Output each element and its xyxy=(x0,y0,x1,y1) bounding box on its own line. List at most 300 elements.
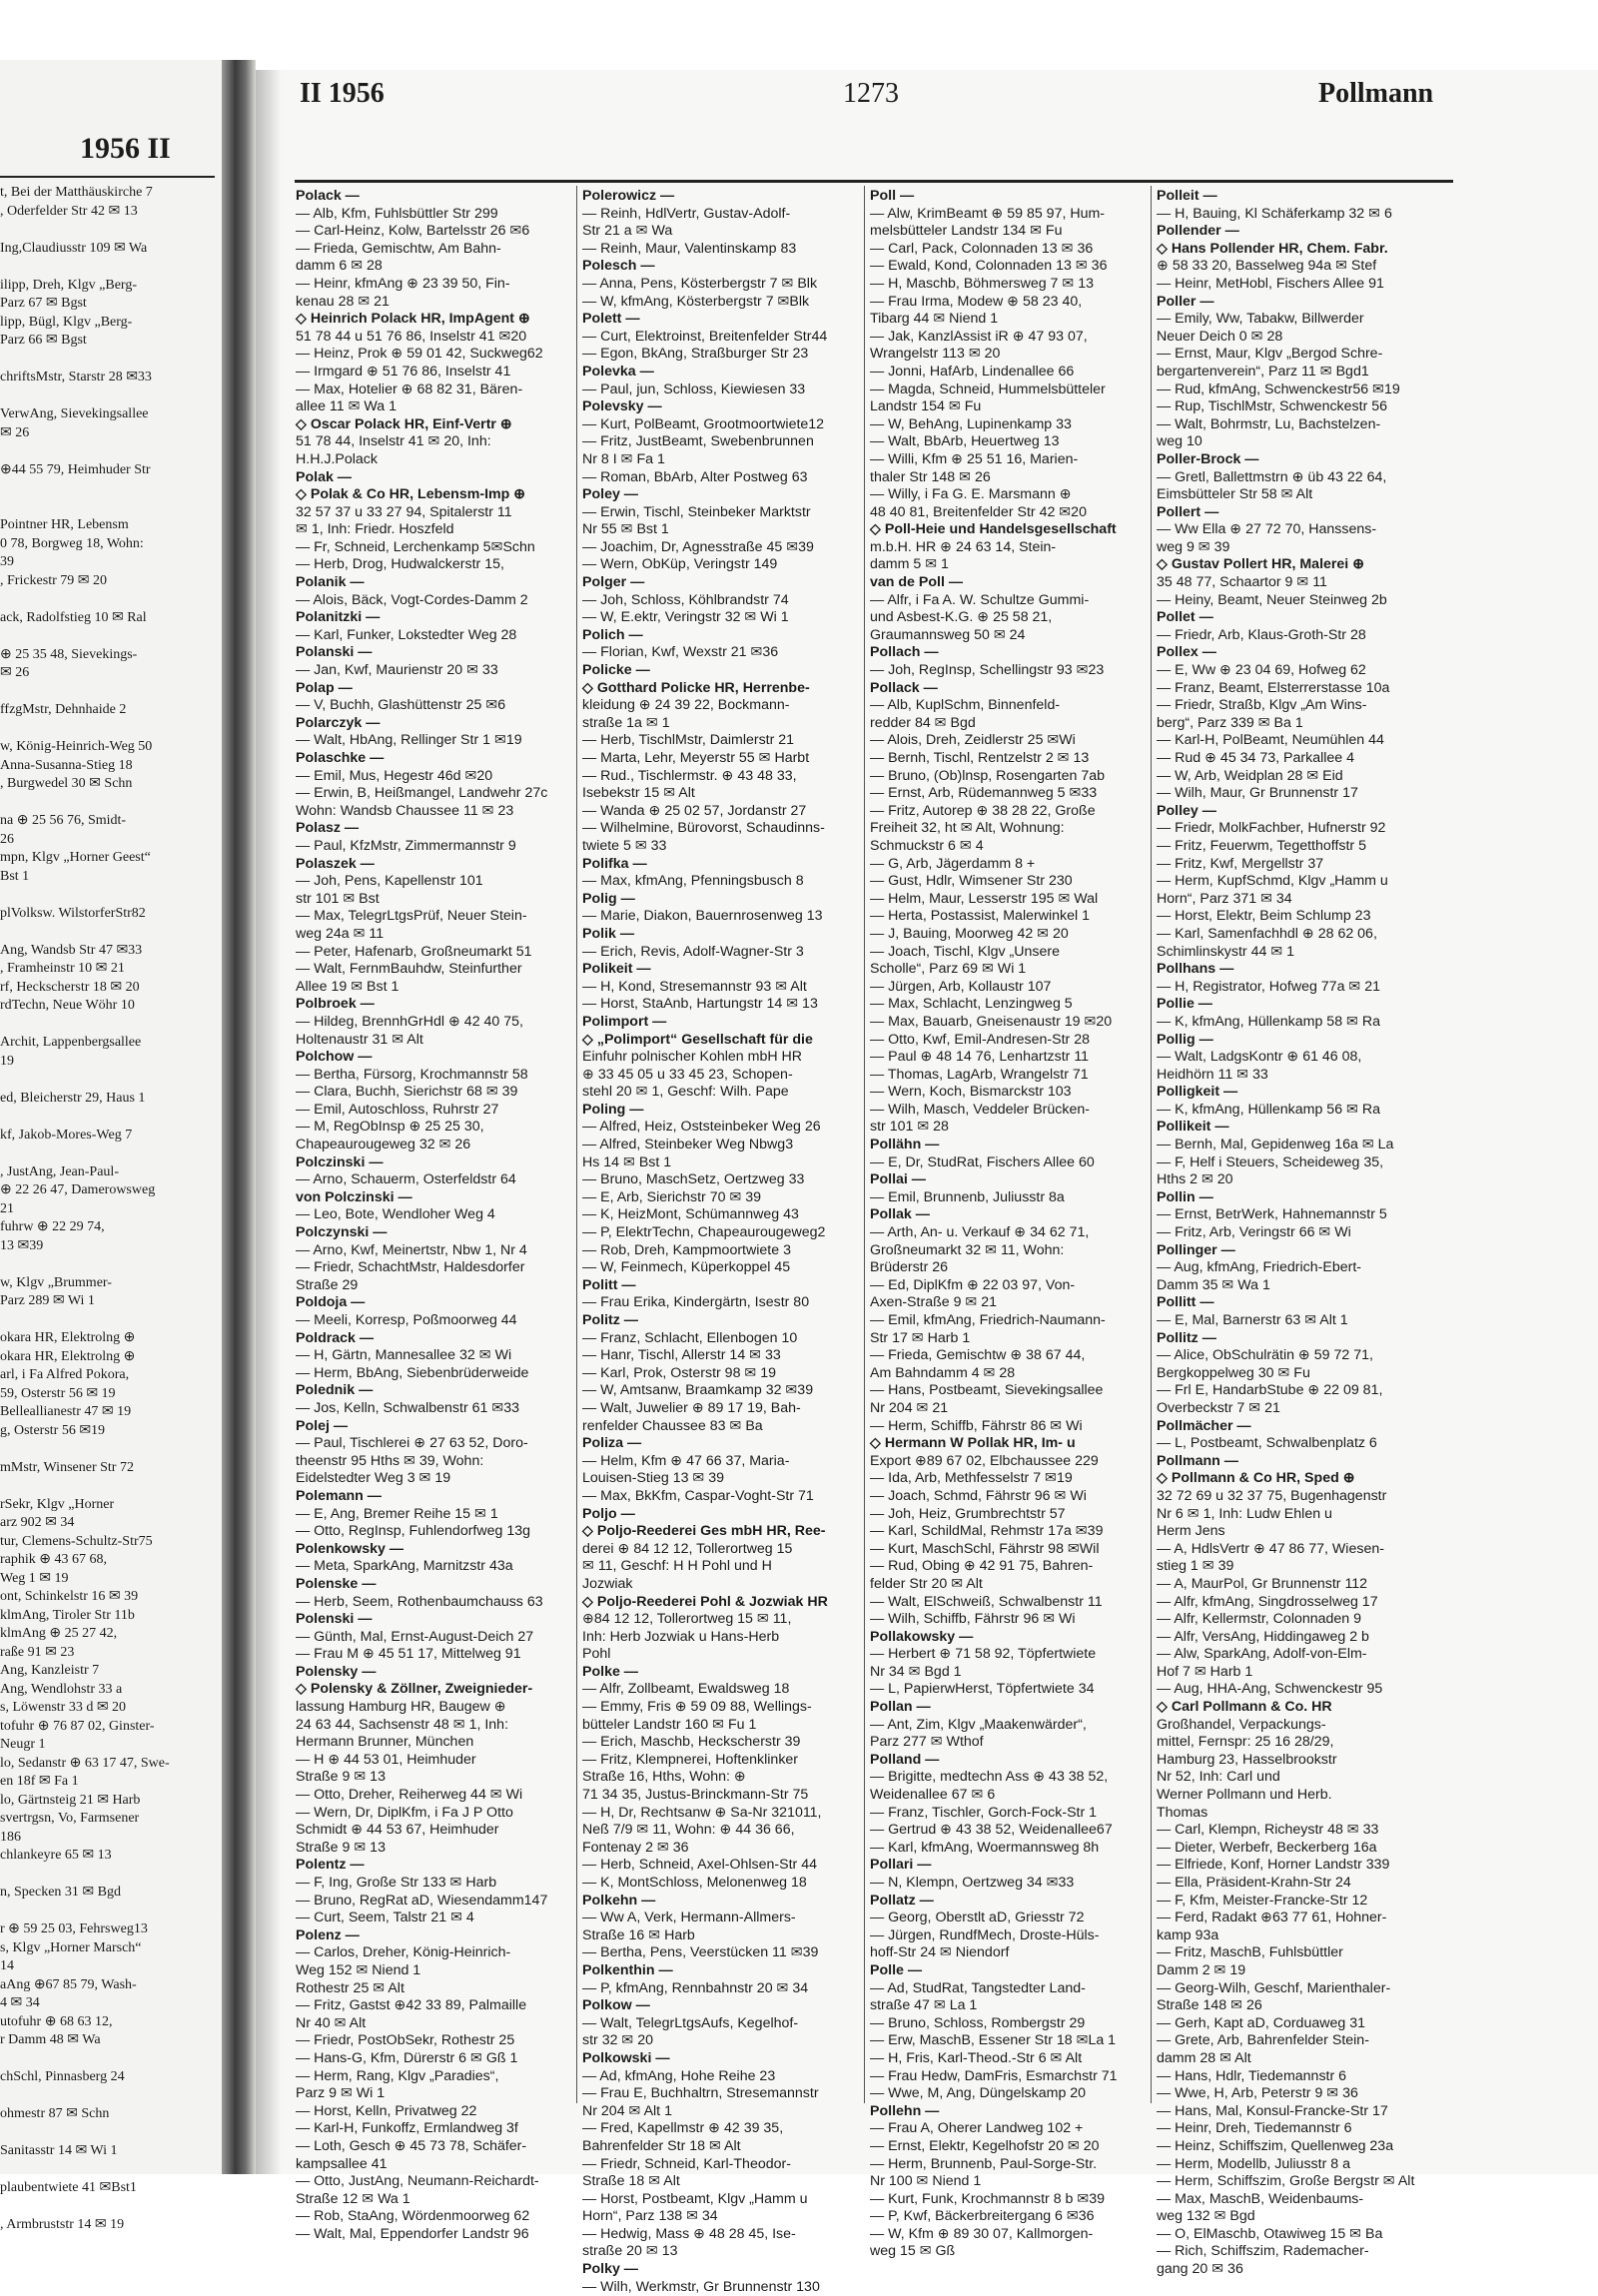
directory-entry: — K, MontSchloss, Melonenweg 18 xyxy=(582,1875,807,1891)
directory-entry: — Carl, Pack, Colonnaden 13 ✉ 36 xyxy=(870,240,1094,257)
directory-entry: — Rob, Dreh, Kampmoortwiete 3 xyxy=(582,1241,791,1258)
directory-entry: 51 78 44, Inselstr 41 ✉ 20, Inh: xyxy=(296,433,491,450)
surname-heading: Poljo — xyxy=(582,1505,635,1522)
left-page-line: 4 ✉ 34 xyxy=(0,1995,40,2010)
directory-entry: — P, kfmAng, Rennbahnstr 20 ✉ 34 xyxy=(582,1979,809,1996)
directory-entry: — E, Dr, StudRat, Fischers Allee 60 xyxy=(870,1153,1095,1170)
surname-heading: Pollari — xyxy=(870,1857,932,1874)
directory-entry: — Emily, Ww, Tabakw, Billwerder xyxy=(1157,311,1364,328)
directory-entry: — Ed, DiplKfm ⊕ 22 03 97, Von- xyxy=(870,1276,1076,1293)
directory-entry: — Karl-H, PolBeamt, Neumühlen 44 xyxy=(1157,732,1384,749)
directory-entry: renfelder Chaussee 83 ✉ Ba xyxy=(582,1417,763,1434)
directory-entry: — Herm, Schiffb, Fährstr 86 ✉ Wi xyxy=(870,1417,1083,1434)
directory-entry: — K, HeizMont, Schümannweg 43 xyxy=(582,1206,799,1223)
directory-entry: — Wilh, Schiffb, Fährstr 96 ✉ Wi xyxy=(870,1611,1076,1628)
directory-entry: Bahrenfelder Str 18 ✉ Alt xyxy=(582,2137,741,2154)
directory-entry: — Arno, Kwf, Meinertstr, Nbw 1, Nr 4 xyxy=(296,1241,527,1258)
left-page-line: , Armbruststr 14 ✉ 19 xyxy=(0,2217,125,2232)
directory-entry: — E, Ang, Bremer Reihe 15 ✉ 1 xyxy=(296,1505,498,1522)
directory-entry: bergartenverein“, Parz 11 ✉ Bgd1 xyxy=(1157,363,1369,380)
directory-entry: — Max, Bauarb, Gneisenaustr 19 ✉20 xyxy=(870,1013,1113,1030)
directory-entry: — Bernh, Mal, Gepidenweg 16a ✉ La xyxy=(1157,1137,1394,1153)
surname-heading: Polky — xyxy=(582,2261,638,2278)
left-page-line: fuhrw ⊕ 22 29 74, xyxy=(0,1219,105,1234)
directory-entry: — Leo, Bote, Wendloher Weg 4 xyxy=(296,1206,495,1223)
left-page-line: s, Löwenstr 33 d ✉ 20 xyxy=(0,1700,127,1715)
firm-entry: ◇ Gotthard Policke HR, Herrenbe- xyxy=(582,679,810,696)
surname-heading: Poliza — xyxy=(582,1435,642,1452)
surname-heading: Poller — xyxy=(1157,293,1214,310)
directory-entry: — Friedr, Schneid, Karl-Theodor- xyxy=(582,2155,791,2172)
directory-entry: — Friedr, Straßb, Klgv „Am Wins- xyxy=(1157,697,1367,714)
left-page-line: , Oderfelder Str 42 ✉ 13 xyxy=(0,203,138,219)
directory-column-4 xyxy=(1157,188,1448,2279)
left-page-line: Neugr 1 xyxy=(0,1737,46,1752)
surname-heading: Polkenthin — xyxy=(582,1961,673,1978)
surname-heading: Polevsky — xyxy=(582,398,662,415)
surname-heading: Polemann — xyxy=(296,1487,382,1504)
surname-heading: Pollai — xyxy=(870,1171,926,1188)
left-page-line: Archit, Lappenbergsallee xyxy=(0,1035,142,1050)
left-page-column xyxy=(0,184,215,2235)
firm-entry: ◇ Hermann W Pollak HR, Im- u xyxy=(870,1435,1076,1452)
directory-entry: — Fritz, MaschB, Fuhlsbüttler xyxy=(1157,1944,1343,1961)
left-page-line xyxy=(0,683,215,702)
directory-entry: felder Str 20 ✉ Alt xyxy=(870,1575,983,1592)
directory-entry: — Anna, Pens, Kösterbergstr 7 ✉ Blk xyxy=(582,275,818,292)
directory-entry: — Franz, Schlacht, Ellenbogen 10 xyxy=(582,1329,798,1346)
directory-entry: — Fritz, Kwf, Mergellstr 37 xyxy=(1157,855,1324,872)
directory-entry: — Ernst, Maur, Klgv „Bergod Schre- xyxy=(1157,346,1383,363)
directory-entry: — Alois, Dreh, Zeidlerstr 25 ✉Wi xyxy=(870,732,1076,749)
surname-heading: Polerowicz — xyxy=(582,188,675,204)
directory-column-2 xyxy=(582,188,860,2296)
directory-entry: Brüderstr 26 xyxy=(870,1259,949,1276)
directory-entry: — Alfr, i Fa A. W. Schultze Gummi- xyxy=(870,591,1090,608)
directory-entry: — E, Mal, Barnerstr 63 ✉ Alt 1 xyxy=(1157,1312,1348,1328)
directory-entry: — Emil, kfmAng, Friedrich-Naumann- xyxy=(870,1312,1106,1328)
directory-entry: — Horst, Kelln, Privatweg 22 xyxy=(296,2102,477,2119)
left-page-line: ⊕ 22 26 47, Damerowsweg xyxy=(0,1182,156,1197)
directory-entry: — Georg-Wilh, Geschf, Marienthaler- xyxy=(1157,1979,1391,1996)
directory-entry: Nr 100 ✉ Niend 1 xyxy=(870,2173,982,2190)
column-divider xyxy=(1151,186,1152,2103)
directory-entry: Freiheit 32, ht ✉ Alt, Wohnung: xyxy=(870,820,1065,837)
directory-entry: — L, Postbeamt, Schwalbenplatz 6 xyxy=(1157,1435,1377,1452)
left-page-line xyxy=(0,498,215,517)
surname-heading: Polett — xyxy=(582,311,640,328)
directory-entry: weg 10 xyxy=(1157,433,1202,450)
surname-heading: von Polczinski — xyxy=(296,1188,412,1205)
directory-entry: — Erich, Revis, Adolf-Wagner-Str 3 xyxy=(582,943,804,960)
surname-heading: Poldrack — xyxy=(296,1329,375,1346)
surname-heading: Pollitt — xyxy=(1157,1294,1214,1311)
directory-entry: — Walt, Bohrmstr, Lu, Bachstelzen- xyxy=(1157,415,1381,432)
left-page-line: ✉ 26 xyxy=(0,665,30,680)
directory-entry: stieg 1 ✉ 39 xyxy=(1157,1558,1234,1575)
left-page-line: ont, Schinkelstr 16 ✉ 39 xyxy=(0,1589,139,1604)
directory-entry: — Alb, KuplSchm, Binnenfeld- xyxy=(870,697,1061,714)
surname-heading: Polle — xyxy=(870,1961,923,1978)
directory-entry: redder 84 ✉ Bgd xyxy=(870,714,976,731)
surname-heading: Polchow — xyxy=(296,1049,373,1066)
surname-heading: Pollhans — xyxy=(1157,961,1234,978)
left-page-line: 19 xyxy=(0,1053,14,1069)
directory-entry: — Herb, Schneid, Axel-Ohlsen-Str 44 xyxy=(582,1857,817,1874)
directory-entry: — Herb, TischlMstr, Daimlerstr 21 xyxy=(582,732,795,749)
left-page-line xyxy=(0,1311,215,1330)
surname-heading: Polig — xyxy=(582,890,635,907)
left-page xyxy=(0,60,222,2232)
directory-entry: — Horst, Postbeamt, Klgv „Hamm u xyxy=(582,2190,808,2207)
directory-entry: weg 24a ✉ 11 xyxy=(296,925,385,942)
surname-heading: Polap — xyxy=(296,679,353,696)
directory-entry: — Horst, Elektr, Beim Schlump 23 xyxy=(1157,908,1371,925)
directory-entry: — Paul, Tischlerei ⊕ 27 63 52, Doro- xyxy=(296,1435,528,1452)
left-page-line xyxy=(0,1866,215,1885)
directory-entry: Heidhörn 11 ✉ 33 xyxy=(1157,1066,1268,1083)
firm-entry: ◇ Poljo-Reederei Ges mbH HR, Ree- xyxy=(582,1523,826,1540)
surname-heading: van de Poll — xyxy=(870,574,964,591)
left-page-line: rdTechn, Neue Wöhr 10 xyxy=(0,998,135,1013)
directory-entry: — Walt, FernmBauhdw, Steinfurther xyxy=(296,961,522,978)
directory-entry: — Helm, Kfm ⊕ 47 66 37, Maria- xyxy=(582,1452,790,1469)
directory-entry: — Fritz, Feuerwm, Tegetthoffstr 5 xyxy=(1157,837,1366,854)
directory-entry: Eimsbütteler Str 58 ✉ Alt xyxy=(1157,486,1313,503)
left-page-line: 13 ✉39 xyxy=(0,1237,44,1253)
directory-entry: damm 6 ✉ 28 xyxy=(296,258,383,275)
directory-entry: — H, Registrator, Hofweg 77a ✉ 21 xyxy=(1157,978,1381,995)
directory-entry: Nr 6 ✉ 1, Inh: Ludw Ehlen u xyxy=(1157,1505,1332,1522)
surname-heading: Polbroek — xyxy=(296,996,375,1013)
left-page-line: svertrgsn, Vo, Farmsener xyxy=(0,1811,140,1826)
firm-entry: ◇ Oscar Polack HR, Einf-Vertr ⊕ xyxy=(296,415,512,432)
directory-entry: — Friedr, Arb, Klaus-Groth-Str 28 xyxy=(1157,626,1366,643)
directory-entry: — Ida, Arb, Methfesselstr 7 ✉19 xyxy=(870,1470,1073,1487)
directory-entry: — Curt, Seem, Talstr 21 ✉ 4 xyxy=(296,1910,474,1926)
directory-entry: — Ad, StudRat, Tangstedter Land- xyxy=(870,1979,1086,1996)
directory-entry: und Asbest-K.G. ⊕ 25 58 21, xyxy=(870,609,1053,626)
directory-entry: — Heinz, Prok ⊕ 59 01 42, Suckweg62 xyxy=(296,346,543,363)
directory-entry: kamp 93a xyxy=(1157,1926,1219,1943)
left-page-line xyxy=(0,590,215,609)
directory-entry: — Walt, TelegrLtgsAufs, Kegelhof- xyxy=(582,2014,799,2031)
directory-entry: Einfuhr polnischer Kohlen mbH HR xyxy=(582,1049,803,1066)
left-page-line xyxy=(0,720,215,739)
directory-entry: — Kurt, MaschSchl, Fährstr 98 ✉Wil xyxy=(870,1540,1100,1557)
directory-entry: stehl 20 ✉ 1, Geschf: Wilh. Pape xyxy=(582,1084,789,1101)
directory-entry: weg 9 ✉ 39 xyxy=(1157,538,1230,555)
directory-entry: Schmuckstr 6 ✉ 4 xyxy=(870,837,984,854)
directory-entry: Schmidt ⊕ 44 53 67, Heimhuder xyxy=(296,1822,499,1839)
surname-heading: Polenkowsky — xyxy=(296,1540,404,1557)
directory-entry: Holtenaustr 31 ✉ Alt xyxy=(296,1031,423,1048)
firm-entry: ◇ Pollmann & Co HR, Sped ⊕ xyxy=(1157,1470,1355,1487)
left-page-line: Anna-Susanna-Stieg 18 xyxy=(0,757,133,773)
left-page-line: n, Specken 31 ✉ Bgd xyxy=(0,1885,121,1900)
directory-entry: — Emil, Mus, Hegestr 46d ✉20 xyxy=(296,767,493,784)
directory-entry: — Ewald, Kond, Colonnaden 13 ✉ 36 xyxy=(870,258,1108,275)
surname-heading: Polligkeit — xyxy=(1157,1084,1238,1101)
left-page-line: Ang, Wendlohstr 33 a xyxy=(0,1681,123,1697)
left-page-line: 0 78, Borgweg 18, Wohn: xyxy=(0,535,144,551)
directory-entry: — Walt, HbAng, Rellinger Str 1 ✉19 xyxy=(296,732,522,749)
directory-entry: — Rob, StaAng, Wördenmoorweg 62 xyxy=(296,2208,530,2225)
directory-entry: Wrangelstr 113 ✉ 20 xyxy=(870,346,1001,363)
firm-entry: ◇ Polensky & Zöllner, Zweignieder- xyxy=(296,1681,533,1698)
directory-entry: — Marta, Lehr, Meyerstr 55 ✉ Harbt xyxy=(582,750,810,766)
directory-entry: — W, E.ektr, Veringstr 32 ✉ Wi 1 xyxy=(582,609,789,626)
directory-entry: berg“, Parz 339 ✉ Ba 1 xyxy=(1157,714,1303,731)
directory-entry: Weg 152 ✉ Niend 1 xyxy=(296,1961,421,1978)
left-page-line: Sanitasstr 14 ✉ Wi 1 xyxy=(0,2143,118,2158)
directory-entry: twiete 5 ✉ 33 xyxy=(582,837,667,854)
directory-entry: — Bertha, Fürsorg, Krochmannstr 58 xyxy=(296,1066,528,1083)
directory-entry: — Ernst, BetrWerk, Hahnemannstr 5 xyxy=(1157,1206,1387,1223)
directory-entry: — Wwe, M, Ang, Düngelskamp 20 xyxy=(870,2085,1087,2102)
directory-entry: Wohn: Wandsb Chaussee 11 ✉ 23 xyxy=(296,802,514,819)
directory-entry: — Fr, Schneid, Lerchenkamp 5✉Schn xyxy=(296,538,535,555)
directory-entry: — H, Fris, Karl-Theod.-Str 6 ✉ Alt xyxy=(870,2049,1083,2066)
directory-entry: Hof 7 ✉ Harb 1 xyxy=(1157,1663,1253,1680)
directory-entry: — Frieda, Gemischtw ⊕ 38 67 44, xyxy=(870,1347,1086,1364)
left-page-line xyxy=(0,479,215,498)
left-page-line xyxy=(0,351,215,370)
left-page-line: 186 xyxy=(0,1829,21,1845)
directory-entry: — Herm, KupfSchmd, Klgv „Hamm u xyxy=(1157,873,1388,890)
directory-entry: — Helm, Maur, Lesserstr 195 ✉ Wal xyxy=(870,890,1099,907)
directory-entry: — Alfred, Steinbeker Weg Nbwg3 xyxy=(582,1137,794,1153)
directory-entry: — Max, MaschB, Weidenbaums- xyxy=(1157,2190,1364,2207)
directory-entry: — Fritz, JustBeamt, Swebenbrunnen xyxy=(582,433,814,450)
directory-entry: — E, Arb, Sierichstr 70 ✉ 39 xyxy=(582,1188,762,1205)
directory-entry: — Alice, ObSchulrätin ⊕ 59 72 71, xyxy=(1157,1347,1373,1364)
directory-entry: Werner Pollmann und Herb. xyxy=(1157,1787,1332,1804)
left-page-line: w, Klgv „Brummer- xyxy=(0,1274,112,1290)
directory-entry: Nr 8 I ✉ Fa 1 xyxy=(582,450,665,467)
surname-heading: Polik — xyxy=(582,925,635,942)
directory-entry: — Frl E, HandarbStube ⊕ 22 09 81, xyxy=(1157,1382,1383,1399)
directory-entry: — Günth, Mal, Ernst-August-Deich 27 xyxy=(296,1628,534,1645)
left-page-line: rSekr, Klgv „Horner xyxy=(0,1496,115,1512)
directory-entry: Parz 277 ✉ Wthof xyxy=(870,1734,984,1751)
left-page-line: r Damm 48 ✉ Wa xyxy=(0,2032,101,2047)
surname-heading: Pollig — xyxy=(1157,1031,1213,1048)
left-page-line xyxy=(0,2124,215,2143)
surname-heading: Polak — xyxy=(296,468,352,485)
directory-entry: kleidung ⊕ 24 39 22, Bockmann- xyxy=(582,697,790,714)
directory-entry: — Alw, KrimBeamt ⊕ 59 85 97, Hum- xyxy=(870,205,1106,222)
left-page-line: okara HR, Elektrolng ⊕ xyxy=(0,1348,136,1364)
directory-entry: — H, Maschb, Böhmersweg 7 ✉ 13 xyxy=(870,275,1095,292)
directory-entry: — P, ElektrTechn, Chapeaurougeweg2 xyxy=(582,1224,826,1241)
directory-entry: straße 20 ✉ 13 xyxy=(582,2243,678,2260)
directory-entry: Am Bahndamm 4 ✉ 28 xyxy=(870,1364,1016,1381)
left-page-line xyxy=(0,2050,215,2069)
directory-entry: — Alois, Bäck, Vogt-Cordes-Damm 2 xyxy=(296,591,528,608)
surname-heading: Pollie — xyxy=(1157,996,1212,1013)
directory-entry: — Max, Hotelier ⊕ 68 82 31, Bären- xyxy=(296,381,523,397)
directory-entry: Overbeckstr 7 ✉ 21 xyxy=(1157,1399,1280,1416)
directory-entry: — Bruno, Schloss, Rombergstr 29 xyxy=(870,2014,1086,2031)
directory-entry: Hs 14 ✉ Bst 1 xyxy=(582,1153,672,1170)
directory-entry: — Walt, BbArb, Heuertweg 13 xyxy=(870,433,1060,450)
directory-entry: — N, Klempn, Oertzweg 34 ✉33 xyxy=(870,1875,1075,1891)
directory-entry: Damm 35 ✉ Wa 1 xyxy=(1157,1276,1270,1293)
directory-entry: bütteler Landstr 160 ✉ Fu 1 xyxy=(582,1716,757,1733)
directory-entry: — Rich, Schiffszim, Rademacher- xyxy=(1157,2243,1369,2260)
directory-entry: — Rud ⊕ 45 34 73, Parkallee 4 xyxy=(1157,750,1355,766)
directory-entry: — Heiny, Beamt, Neuer Steinweg 2b xyxy=(1157,591,1387,608)
directory-entry: Louisen-Stieg 13 ✉ 39 xyxy=(582,1470,725,1487)
directory-entry: — Emmy, Fris ⊕ 59 09 88, Wellings- xyxy=(582,1699,812,1716)
directory-entry: — M, RegObInsp ⊕ 25 25 30, xyxy=(296,1119,484,1136)
directory-entry: — Frau A, Oherer Landweg 102 + xyxy=(870,2120,1084,2137)
directory-entry: — Jak, KanzlAssist iR ⊕ 47 93 07, xyxy=(870,328,1088,345)
left-page-line: ed, Bleicherstr 29, Haus 1 xyxy=(0,1090,146,1106)
directory-entry: Damm 2 ✉ 19 xyxy=(1157,1961,1246,1978)
directory-entry: 51 78 44 u 51 76 86, Inselstr 41 ✉20 xyxy=(296,328,527,345)
directory-entry: — Meeli, Korresp, Poßmoorweg 44 xyxy=(296,1312,517,1328)
directory-entry: ⊕84 12 12, Tollerortweg 15 ✉ 11, xyxy=(582,1611,792,1628)
directory-entry: Nr 204 ✉ Alt 1 xyxy=(582,2102,672,2119)
directory-entry: Neß 7/9 ✉ 11, Wohn: ⊕ 44 36 66, xyxy=(582,1822,795,1839)
directory-entry: — Ww Ella ⊕ 27 72 70, Hanssens- xyxy=(1157,521,1377,538)
directory-entry: — Alfr, Zollbeamt, Ewaldsweg 18 xyxy=(582,1681,790,1698)
left-page-line xyxy=(0,1145,215,1163)
directory-entry: — Emil, Autoschloss, Ruhrstr 27 xyxy=(296,1101,499,1118)
directory-entry: — Peter, Hafenarb, Großneumarkt 51 xyxy=(296,943,532,960)
directory-entry: — Willi, Kfm ⊕ 25 51 16, Marien- xyxy=(870,450,1079,467)
directory-entry: — Heinr, Dreh, Tiedemannstr 6 xyxy=(1157,2120,1352,2137)
directory-entry: — Karl, kfmAng, Woermannsweg 8h xyxy=(870,1839,1100,1856)
left-page-line: r ⊕ 59 25 03, Fehrsweg13 xyxy=(0,1921,148,1936)
firm-entry: ◇ Polak & Co HR, Lebensm-Imp ⊕ xyxy=(296,486,526,503)
left-page-line: mMstr, Winsener Str 72 xyxy=(0,1459,134,1475)
directory-entry: — Friedr, SchachtMstr, Haldesdorfer xyxy=(296,1259,525,1276)
directory-entry: Straße 9 ✉ 13 xyxy=(296,1769,386,1786)
left-page-line xyxy=(0,2161,215,2180)
left-page-line: en 18f ✉ Fa 1 xyxy=(0,1774,79,1789)
directory-entry: — L, PapierwHerst, Töpfertwiete 34 xyxy=(870,1681,1095,1698)
surname-heading: Polarczyk — xyxy=(296,714,381,731)
left-page-line: , Burgwedel 30 ✉ Schn xyxy=(0,776,133,791)
directory-entry: Rothestr 25 ✉ Alt xyxy=(296,1979,404,1996)
surname-heading: Pollmann — xyxy=(1157,1452,1238,1469)
directory-entry: — Herm, BbAng, Siebenbrüderweide xyxy=(296,1364,529,1381)
directory-entry: — Georg, Oberstlt aD, Griesstr 72 xyxy=(870,1910,1085,1926)
directory-entry: Weidenallee 67 ✉ 6 xyxy=(870,1787,996,1804)
directory-entry: — Wern, Koch, Bismarckstr 103 xyxy=(870,1084,1072,1101)
left-page-line xyxy=(0,1903,215,1921)
directory-entry: — Dieter, Werbefr, Beckerberg 16a xyxy=(1157,1839,1377,1856)
surname-heading: Polensky — xyxy=(296,1663,377,1680)
directory-entry: — Otto, JustAng, Neumann-Reichardt- xyxy=(296,2173,539,2190)
surname-heading: Polke — xyxy=(582,1663,638,1680)
directory-entry: m.b.H. HR ⊕ 24 63 14, Stein- xyxy=(870,538,1057,555)
directory-entry: — Otto, Dreher, Reiherweg 44 ✉ Wi xyxy=(296,1787,523,1804)
directory-entry: — Paul, KfzMstr, Zimmermannstr 9 xyxy=(296,837,516,854)
directory-entry: Pohl xyxy=(582,1646,611,1663)
surname-heading: Pollan — xyxy=(870,1699,931,1716)
directory-entry: 71 34 35, Justus-Brinckmann-Str 75 xyxy=(582,1787,809,1804)
directory-entry: — Hildeg, BrennhGrHdl ⊕ 42 40 75, xyxy=(296,1013,523,1030)
directory-entry: — Irmgard ⊕ 51 76 86, Inselstr 41 xyxy=(296,363,511,380)
directory-entry: Bergkoppelweg 30 ✉ Fu xyxy=(1157,1364,1310,1381)
surname-heading: Polaszek — xyxy=(296,855,375,872)
directory-entry: — H, Kond, Stresemannstr 93 ✉ Alt xyxy=(582,978,807,995)
left-page-line: utofuhr ⊕ 68 63 12, xyxy=(0,2013,113,2029)
left-page-line: Ing,Claudiusstr 109 ✉ Wa xyxy=(0,240,148,256)
directory-entry: — Aug, kfmAng, Friedrich-Ebert- xyxy=(1157,1259,1361,1276)
directory-entry: — K, kfmAng, Hüllenkamp 56 ✉ Ra xyxy=(1157,1101,1381,1118)
left-page-line: lo, Gärtnsteig 21 ✉ Harb xyxy=(0,1792,141,1808)
directory-entry: — Walt, Juwelier ⊕ 89 17 19, Bah- xyxy=(582,1399,801,1416)
directory-entry: ⊕ 58 33 20, Basselweg 94a ✉ Stef xyxy=(1157,258,1377,275)
directory-entry: — Bruno, MaschSetz, Oertzweg 33 xyxy=(582,1171,805,1188)
directory-entry: hoff-Str 24 ✉ Niendorf xyxy=(870,1944,1010,1961)
left-page-line: s, Klgv „Horner Marsch“ xyxy=(0,1939,142,1955)
surname-heading: Poley — xyxy=(582,486,638,503)
directory-entry: Eidelstedter Weg 3 ✉ 19 xyxy=(296,1470,451,1487)
directory-entry: — Arth, An- u. Verkauf ⊕ 34 62 71, xyxy=(870,1224,1090,1241)
left-page-line: lipp, Bügl, Klgv „Berg- xyxy=(0,314,133,330)
directory-entry: Allee 19 ✉ Bst 1 xyxy=(296,978,400,995)
directory-entry: — Rud, Obing ⊕ 42 91 75, Bahren- xyxy=(870,1558,1094,1575)
surname-heading: Poldoja — xyxy=(296,1294,366,1311)
directory-entry: — Kurt, PolBeamt, Grootmoortwiete12 xyxy=(582,415,825,432)
left-page-line: 39 xyxy=(0,554,14,569)
directory-entry: — Friedr, MolkFachber, Hufnerstr 92 xyxy=(1157,820,1386,837)
directory-entry: — Max, Schlacht, Lenzingweg 5 xyxy=(870,996,1073,1013)
directory-entry: — Heinz, Schiffszim, Quellenweg 23a xyxy=(1157,2137,1394,2154)
directory-entry: — Frau Irma, Modew ⊕ 58 23 40, xyxy=(870,293,1083,310)
firm-entry: ◇ Poll-Heie und Handelsgesellschaft xyxy=(870,521,1117,538)
left-page-line: w, König-Heinrich-Weg 50 xyxy=(0,739,153,754)
right-page-header-left: II 1956 xyxy=(300,78,385,109)
left-page-line xyxy=(0,2198,215,2217)
surname-heading: Pollert — xyxy=(1157,503,1219,520)
surname-heading: Poling — xyxy=(582,1101,644,1118)
directory-entry: — Joh, Schloss, Köhlbrandstr 74 xyxy=(582,591,789,608)
left-page-line: , JustAng, Jean-Paul- xyxy=(0,1163,119,1179)
directory-entry: Nr 52, Inh: Carl und xyxy=(1157,1769,1280,1786)
left-page-line: klmAng, Tiroler Str 11b xyxy=(0,1607,135,1623)
directory-entry: — Herbert ⊕ 71 58 92, Töpfertwiete xyxy=(870,1646,1097,1663)
left-page-line: arz 902 ✉ 34 xyxy=(0,1515,75,1530)
directory-entry: — Wilh, Werkmstr, Gr Brunnenstr 130 xyxy=(582,2278,820,2295)
left-page-line: rf, Heckscherstr 18 ✉ 20 xyxy=(0,979,140,995)
directory-entry: Nr 55 ✉ Bst 1 xyxy=(582,521,669,538)
directory-entry: — W, Arb, Weidplan 28 ✉ Eid xyxy=(1157,767,1343,784)
directory-entry: — Fred, Kapellmstr ⊕ 42 39 35, xyxy=(582,2120,784,2137)
surname-heading: Polaschke — xyxy=(296,750,385,766)
left-page-line: aAng ⊕67 85 79, Wash- xyxy=(0,1976,137,1992)
directory-entry: — Joh, Pens, Kapellenstr 101 xyxy=(296,873,483,890)
directory-entry: — Hans, Postbeamt, Sievekingsallee xyxy=(870,1382,1104,1399)
directory-entry: 35 48 77, Schaartor 9 ✉ 11 xyxy=(1157,574,1327,591)
directory-entry: Straße 16 ✉ Harb xyxy=(582,1926,695,1943)
directory-entry: — Paul ⊕ 48 14 76, Lenhartzstr 11 xyxy=(870,1049,1090,1066)
directory-entry: — Hans, Mal, Konsul-Francke-Str 17 xyxy=(1157,2102,1388,2119)
left-page-line: tofuhr ⊕ 76 87 02, Ginster- xyxy=(0,1718,155,1734)
left-page-line: ✉ 26 xyxy=(0,424,30,440)
directory-entry: — Frieda, Gemischtw, Am Bahn- xyxy=(296,240,501,257)
directory-column-1 xyxy=(296,188,573,2243)
directory-entry: — Roman, BbArb, Alter Postweg 63 xyxy=(582,468,808,485)
directory-entry: — Rud., Tischlermstr. ⊕ 43 48 33, xyxy=(582,767,797,784)
left-page-line xyxy=(0,1108,215,1127)
